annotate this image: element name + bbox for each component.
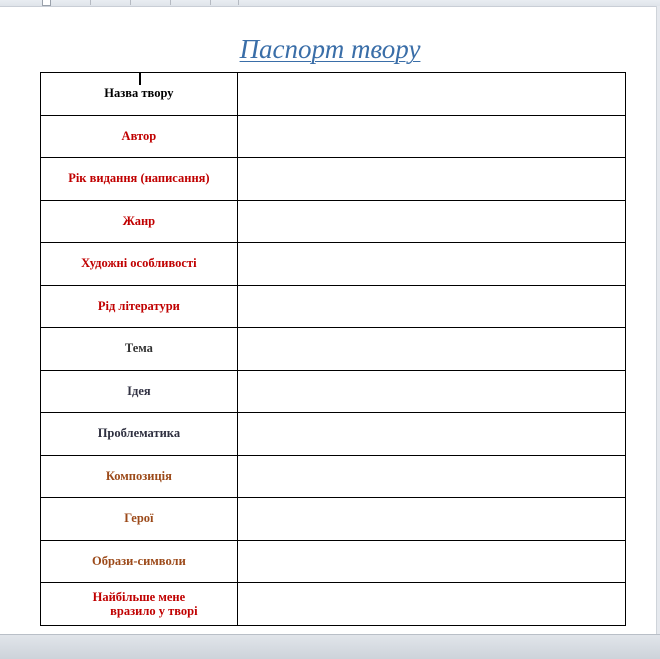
row-label: Образи-символи xyxy=(41,540,238,583)
row-label: Герої xyxy=(41,498,238,541)
row-value-cell[interactable] xyxy=(237,498,625,541)
table-row xyxy=(41,498,626,541)
row-label: Ідея xyxy=(41,370,238,413)
table-row xyxy=(41,115,626,158)
table-row xyxy=(41,200,626,243)
row-value-cell[interactable] xyxy=(237,115,625,158)
passport-table xyxy=(40,72,626,626)
row-value-cell[interactable] xyxy=(237,285,625,328)
table-row xyxy=(41,413,626,456)
table-row xyxy=(41,455,626,498)
page-edge xyxy=(656,6,660,634)
row-value-cell[interactable] xyxy=(237,455,625,498)
ruler-tick xyxy=(238,0,239,5)
table-row xyxy=(41,540,626,583)
row-value-cell[interactable] xyxy=(237,370,625,413)
table-row xyxy=(41,328,626,371)
row-value-cell[interactable] xyxy=(237,158,625,201)
row-value-cell[interactable] xyxy=(237,328,625,371)
row-label: Проблематика xyxy=(41,413,238,456)
row-value-cell[interactable] xyxy=(237,200,625,243)
row-label: Тема xyxy=(41,328,238,371)
table-row xyxy=(41,370,626,413)
indent-marker[interactable] xyxy=(42,0,51,6)
table-row xyxy=(41,285,626,328)
row-value-cell[interactable] xyxy=(237,583,625,626)
row-label-line: Найбільше мене xyxy=(92,589,186,604)
row-value-cell[interactable] xyxy=(237,73,625,116)
ruler-tick xyxy=(210,0,211,5)
row-label-line: вразило у творі xyxy=(110,603,198,618)
table-row xyxy=(41,243,626,286)
row-label: Рід літератури xyxy=(41,285,238,328)
row-label: Назва твору xyxy=(41,73,238,116)
table-row xyxy=(41,583,626,626)
row-label: Рік видання (написання) xyxy=(41,158,238,201)
document-title: Паспорт твору xyxy=(239,34,421,64)
row-label: Художні особливості xyxy=(41,243,238,286)
ruler xyxy=(0,0,660,7)
status-bar xyxy=(0,634,660,659)
ruler-tick xyxy=(170,0,171,5)
row-value-cell[interactable] xyxy=(237,413,625,456)
row-label: Композиція xyxy=(41,455,238,498)
row-value-cell[interactable] xyxy=(237,540,625,583)
row-label: Жанр xyxy=(41,200,238,243)
row-label: Автор xyxy=(41,115,238,158)
table-row xyxy=(41,73,626,116)
row-label xyxy=(41,583,238,626)
ruler-tick xyxy=(90,0,91,5)
row-value-cell[interactable] xyxy=(237,243,625,286)
text-cursor xyxy=(139,73,141,85)
ruler-tick xyxy=(130,0,131,5)
table-row xyxy=(41,158,626,201)
